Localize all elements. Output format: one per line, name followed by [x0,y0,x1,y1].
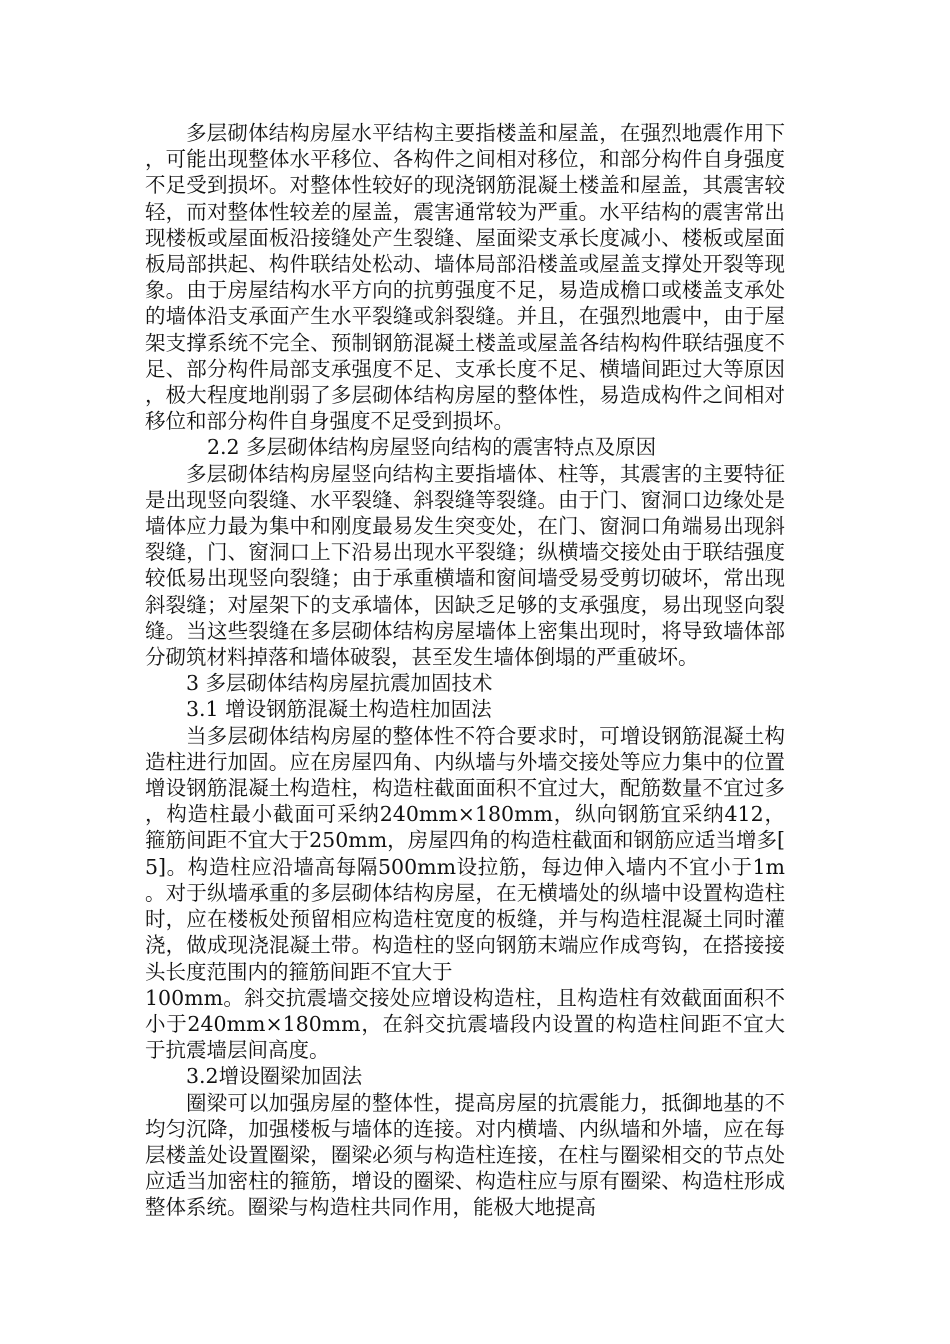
section-heading-3: 3 多层砌体结构房屋抗震加固技术 [186,671,493,696]
paragraph-constructional-column: 当多层砌体结构房屋的整体性不符合要求时，可增设钢筋混凝土构造柱进行加固。应在房屋四角、内纵墙与外墙交接处等应力集中的位置增设钢筋混凝土构造柱，构造柱截面面积不宜过大，配筋数量不宜过多，构造柱最小截面可采纳240mm×180mm，纵向钢筋宜采纳412，箍筋间距不宜大于250mm，房屋四角的构造柱截面和钢筋应适当增多[5]。构造柱应沿墙高每隔500mm设拉筋，每边伸入墙内不宜小于1m。对于纵墙承重的多层砌体结构房屋，在无横墙处的纵墙中设置构造柱时，应在楼板处预留相应构造柱宽度的板缝，并与构造柱混凝土同时灌浇，做成现浇混凝土带。构造柱的竖向钢筋末端应作成弯钩，在搭接接头长度范围内的箍筋间距不宜大于 [145,723,785,984]
section-heading-3-2: 3.2增设圈梁加固法 [186,1064,363,1089]
paragraph-ring-beam: 圈梁可以加强房屋的整体性，提高房屋的抗震能力，抵御地基的不均匀沉降，加强楼板与墙体的连接。对内横墙、内纵墙和外墙，应在每层楼盖处设置圈梁，圈梁必须与构造柱连接，在柱与圈梁相交的节点处应适当加密柱的箍筋，增设的圈梁、构造柱应与原有圈梁、构造柱形成整体系统。圈梁与构造柱共同作用，能极大地提高 [145,1090,785,1220]
section-heading-2-2: 2.2 多层砌体结构房屋竖向结构的震害特点及原因 [207,435,657,460]
paragraph-constructional-column-continued: 100mm。斜交抗震墙交接处应增设构造柱，且构造柱有效截面面积不小于240mm×180mm，在斜交抗震墙段内设置的构造柱间距不宜大于抗震墙层间高度。 [145,985,785,1063]
paragraph-horizontal-structure: 多层砌体结构房屋水平结构主要指楼盖和屋盖，在强烈地震作用下，可能出现整体水平移位、各构件之间相对移位，和部分构件自身强度不足受到损坏。对整体性较好的现浇钢筋混凝土楼盖和屋盖，其震害较轻，而对整体性较差的屋盖，震害通常较为严重。水平结构的震害常出现楼板或屋面板沿接缝处产生裂缝、屋面梁支承长度减小、楼板或屋面板局部拱起、构件联结处松动、墙体局部沿楼盖或屋盖支撑处开裂等现象。由于房屋结构水平方向的抗剪强度不足，易造成檐口或楼盖支承处的墙体沿支承面产生水平裂缝或斜裂缝。并且，在强烈地震中，由于屋架支撑系统不完全、预制钢筋混凝土楼盖或屋盖各结构构件联结强度不足、部分构件局部支承强度不足、支承长度不足、横墙间距过大等原因，极大程度地削弱了多层砌体结构房屋的整体性，易造成构件之间相对移位和部分构件自身强度不足受到损坏。 [145,121,785,434]
paragraph-vertical-structure: 多层砌体结构房屋竖向结构主要指墙体、柱等，其震害的主要特征是出现竖向裂缝、水平裂缝、斜裂缝等裂缝。由于门、窗洞口边缘处是墙体应力最为集中和刚度最易发生突变处，在门、窗洞口角端易出现斜裂缝，门、窗洞口上下沿易出现水平裂缝；纵横墙交接处由于联结强度较低易出现竖向裂缝；由于承重横墙和窗间墙受易受剪切破坏，常出现斜裂缝；对屋架下的支承墙体，因缺乏足够的支承强度，易出现竖向裂缝。当这些裂缝在多层砌体结构房屋墙体上密集出现时，将导致墙体部分砌筑材料掉落和墙体破裂，甚至发生墙体倒塌的严重破坏。 [145,461,785,670]
document-body [145,120,785,1221]
section-heading-3-1: 3.1 增设钢筋混凝土构造柱加固法 [186,697,492,722]
